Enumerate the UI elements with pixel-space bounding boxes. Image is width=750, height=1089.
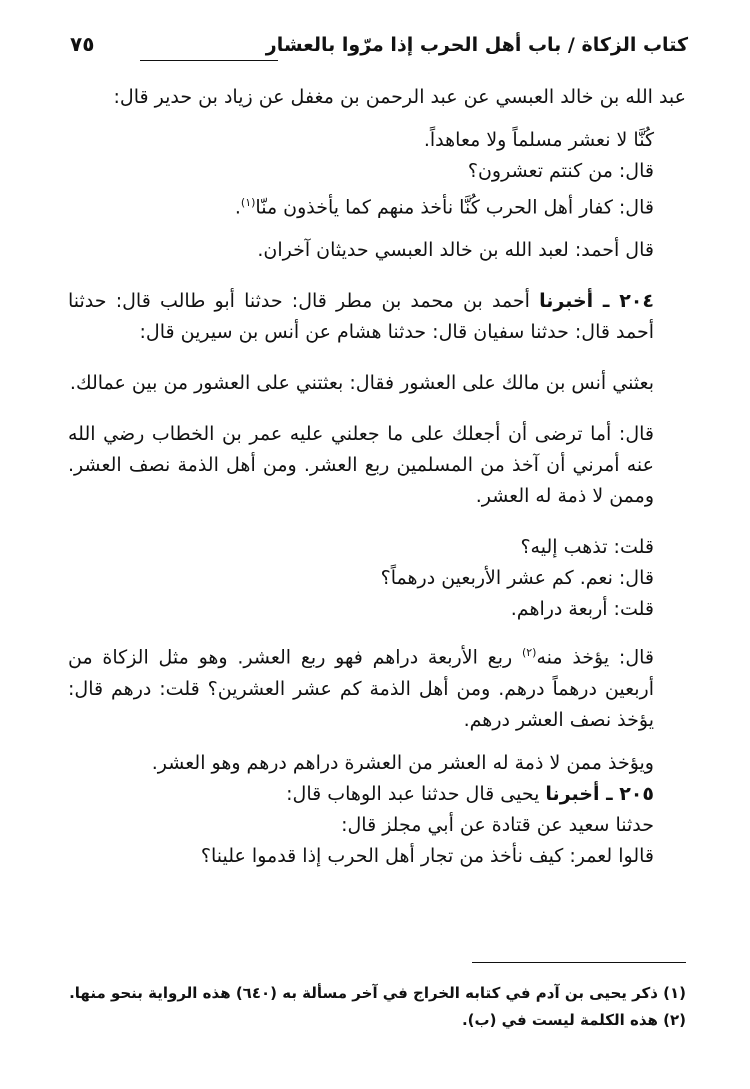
paragraph bbox=[68, 779, 686, 810]
paragraph: قال: من كنتم تعشرون؟ bbox=[467, 160, 654, 182]
footnote-2: (٢) هذه الكلمة ليست في (ب). bbox=[461, 1011, 686, 1029]
paragraph-text: أحمد بن محمد بن مطر قال: حدثنا أبو طالب قال: حدثنا أحمد قال: حدثنا سفيان قال: حدثنا هشام عن أنس بن سيرين قال: bbox=[68, 290, 654, 344]
paragraph-text: قال: كفار أهل الحرب كُنَّا نأخذ منهم كما يأخذون منّا bbox=[255, 196, 654, 219]
paragraph: قال: نعم. كم عشر الأربعين درهماً؟ bbox=[380, 567, 654, 590]
footnotes bbox=[68, 980, 686, 1034]
paragraph: بعثني أنس بن مالك على العشور فقال: بعثتني على العشور من بين عمالك. bbox=[69, 372, 654, 395]
paragraph: قال أحمد: لعبد الله بن خالد العبسي حديثان آخران. bbox=[257, 239, 654, 262]
header-rule bbox=[140, 60, 278, 61]
paragraph: قلت: تذهب إليه؟ bbox=[520, 536, 654, 559]
paragraph: قال: أما ترضى أن أجعلك على ما جعلني عليه عمر بن الخطاب رضي الله عنه أمرني أن آخذ من المسلمين ربع العشر. ومن أهل الذمة نصف العشر. وممن لا ذمة له العشر. bbox=[68, 423, 654, 508]
paragraph: كُنَّا لا نعشر مسلماً ولا معاهداً. bbox=[423, 129, 654, 151]
running-title: كتاب الزكاة / باب أهل الحرب إذا مرّوا بالعشار bbox=[265, 34, 688, 56]
paragraph-text: قال: يؤخذ منه bbox=[536, 646, 654, 669]
page-number: ٧٥ bbox=[70, 32, 95, 56]
paragraph bbox=[68, 187, 686, 223]
paragraph bbox=[68, 286, 686, 348]
paragraph bbox=[68, 637, 686, 735]
paragraph-text: ربع الأربعة دراهم فهو ربع العشر. وهو مثل الزكاة من أربعين درهماً درهم. ومن أهل الذمة كم عشر العشرين؟ قلت: درهم قال: يؤخذ نصف العشر درهم. bbox=[68, 646, 654, 731]
hadith-number-204: ٢٠٤ ـ أخبرنا bbox=[539, 290, 654, 313]
footnote-1: (١) ذكر يحيى بن آدم في كتابه الخراج في آخر مسألة به (٦٤٠) هذه الرواية بنحو منها. bbox=[69, 984, 686, 1002]
paragraph: عبد الله بن خالد العبسي عن عبد الرحمن بن مغفل عن زياد بن حدير قال: bbox=[113, 86, 686, 108]
paragraph: ويؤخذ ممن لا ذمة له العشر من العشرة دراهم درهم وهو العشر. bbox=[151, 751, 654, 774]
footnote-ref-1: (١) bbox=[240, 196, 256, 209]
paragraph: قلت: أربعة دراهم. bbox=[510, 598, 654, 621]
body-text bbox=[68, 82, 686, 872]
paragraph: حدثنا سعيد عن قتادة عن أبي مجلز قال: bbox=[341, 813, 654, 836]
paragraph: قالوا لعمر: كيف نأخذ من تجار أهل الحرب إذا قدموا علينا؟ bbox=[200, 844, 654, 867]
paragraph-text: . bbox=[234, 196, 241, 219]
footnote-ref-2: (٢) bbox=[521, 646, 537, 660]
hadith-number-205: ٢٠٥ ـ أخبرنا bbox=[545, 782, 654, 805]
paragraph-text: يحيى قال حدثنا عبد الوهاب قال: bbox=[286, 782, 540, 805]
footnote-rule bbox=[472, 962, 686, 963]
page-header bbox=[70, 28, 688, 68]
